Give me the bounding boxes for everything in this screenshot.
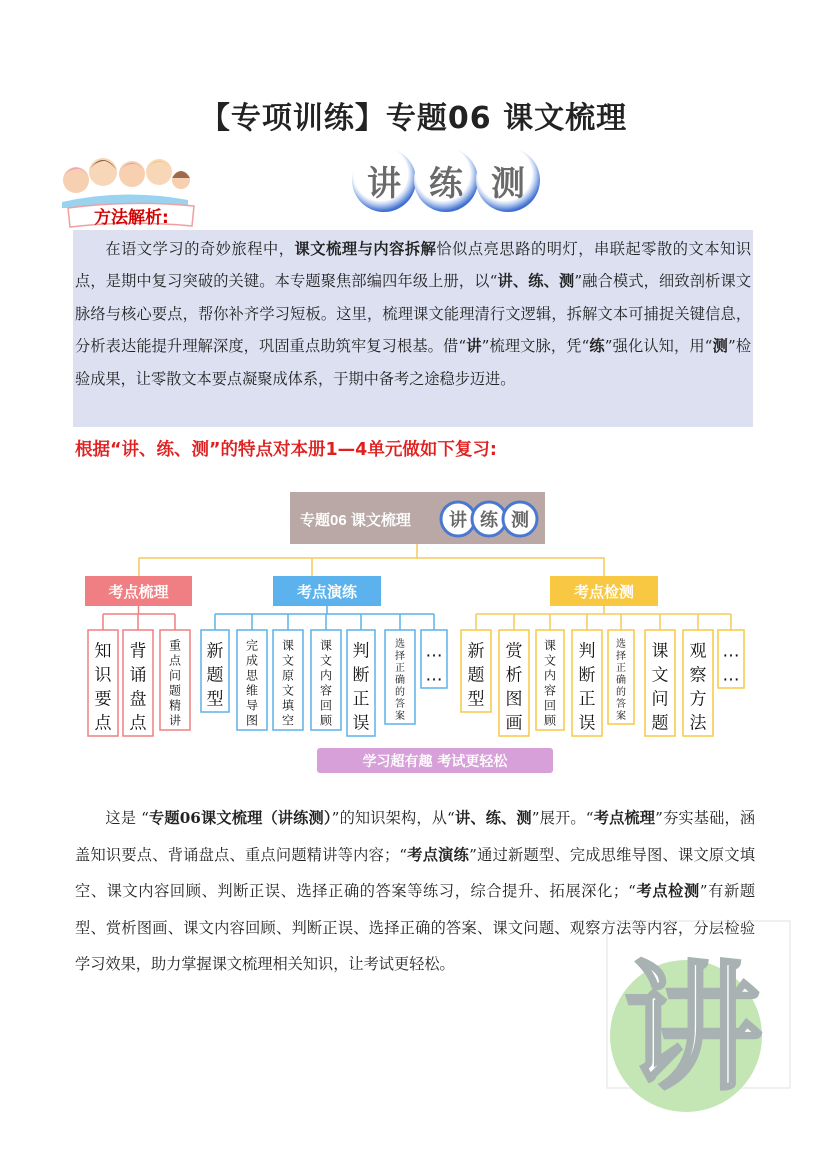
branch-item-char: 问 xyxy=(168,668,182,683)
branch-item-char: 析 xyxy=(505,665,523,686)
page-title: 【专项训练】专题06 课文梳理 xyxy=(199,101,628,136)
branch-item-char: 正 xyxy=(395,663,405,674)
intro-paragraph: 在语文学习的奇妙旅程中，课文梳理与内容拆解恰似点亮思路的明灯，串联起零散的文本知识点，是期中复习突破的关键。本专题聚焦部编四年级上册，以“讲、练、测”融合模式，细致剖析课文脉络与核心要点，帮你补齐学习短板。这里，梳理课文能理清行文逻辑，拆解文本可捕捉关键信息，分析表达能提升理解深度，巩固重点助筑牢复习根基。借“讲”梳理文脉，凭“练”强化认知，用“测”检验成果，让零散文本要点凝聚成体系，于期中备考之途稳步迈进。 xyxy=(75,240,752,388)
jiang-watermark-icon xyxy=(598,918,793,1113)
branch-item-char: … xyxy=(425,641,443,662)
branch-item-char: 内 xyxy=(319,668,333,683)
branch-item-char: 精 xyxy=(168,698,182,713)
branch-item-char: 赏 xyxy=(505,641,523,662)
branch-item-char: 正 xyxy=(352,689,370,710)
branch-item-char: 选 xyxy=(395,639,405,650)
branch-item-char: 文 xyxy=(543,653,557,668)
branch-item-char: 择 xyxy=(616,651,626,662)
badge-circle-ce: 测 xyxy=(476,148,540,212)
branch-item-char: 容 xyxy=(543,683,557,698)
branch-item-char: 案 xyxy=(395,711,405,722)
branch-item-char: 回 xyxy=(543,698,557,713)
branch-item-char: 断 xyxy=(578,665,596,686)
branch-item-char: 盘 xyxy=(129,689,147,710)
diagram-badge-ce: 测 xyxy=(511,510,529,531)
branch-item-char: 的 xyxy=(616,687,626,698)
branch-item-char: 误 xyxy=(352,713,370,734)
branch-item-char: 容 xyxy=(319,683,333,698)
branch-item-char: 识 xyxy=(94,665,112,686)
branch-item-char: 文 xyxy=(651,665,669,686)
branch-item-char: 题 xyxy=(467,665,485,686)
branch-item-char: 点 xyxy=(94,713,112,734)
branch-item-char: 答 xyxy=(395,699,405,710)
branch-item-char: 文 xyxy=(319,653,333,668)
branch-item-char: 择 xyxy=(395,651,405,662)
branch-item-char: 题 xyxy=(206,665,224,686)
branch-item-char: 文 xyxy=(281,683,295,698)
diagram-badge-jiang: 讲 xyxy=(449,510,467,531)
method-label: 方法解析: xyxy=(66,202,196,228)
branch-item-char: 图 xyxy=(245,713,259,728)
branch-item-char: 判 xyxy=(352,641,370,662)
branch-item-char: 重 xyxy=(168,638,182,653)
branch-item-char: 维 xyxy=(245,683,259,698)
branch-item-char: 空 xyxy=(281,713,295,728)
branch-item-char: 确 xyxy=(616,675,626,686)
jiang-watermark-char: 讲 xyxy=(623,948,763,1109)
branch-item-char: 新 xyxy=(467,641,485,662)
diagram-badge-lian: 练 xyxy=(480,510,498,531)
branch-item-char: 顾 xyxy=(543,713,557,728)
branch-item-char: 思 xyxy=(245,668,259,683)
branch-item-char: 选 xyxy=(616,639,626,650)
summary-paragraph: 这是 “专题06课文梳理（讲练测）”的知识架构，从“讲、练、测”展开。“考点梳理”夯实基础，涵盖知识要点、背诵盘点、重点问题精讲等内容；“考点演练”通过新题型、完成思维导图、课文原文填空、课文内容回顾、判断正误、选择正确的答案等练习，综合提升、拓展深化；“考点检测”有新题型、赏析图画、课文内容回顾、判断正误、选择正确的答案、课文问题、观察方法等内容，分层检验学习效果，助力掌握课文梳理相关知识，让考试更轻松。 xyxy=(75,809,756,973)
branch-item-char: 判 xyxy=(578,641,596,662)
branch-item-char: 的 xyxy=(395,687,405,698)
branch-item-char: 新 xyxy=(206,641,224,662)
branch-item-char: 型 xyxy=(467,689,485,710)
branch-item-char: 答 xyxy=(616,699,626,710)
branch-item-char: 课 xyxy=(281,638,295,653)
branch-item-char: … xyxy=(722,665,740,686)
branch-item-char: 题 xyxy=(168,683,182,698)
branch-item-char: 顾 xyxy=(319,713,333,728)
branch-item-char: 课 xyxy=(651,641,669,662)
jiang-lian-ce-badge xyxy=(352,148,542,216)
branch-item-char: 断 xyxy=(352,665,370,686)
badge-circle-lian: 练 xyxy=(414,148,478,212)
branch-item-char: … xyxy=(722,641,740,662)
branch-item-char: 课 xyxy=(319,638,333,653)
diagram-top-title: 专题06 课文梳理 xyxy=(300,512,411,529)
branch-item-char: 图 xyxy=(505,689,523,710)
kids-illustration xyxy=(58,150,190,208)
branch-item-char: 正 xyxy=(578,689,596,710)
branch-item-char: 型 xyxy=(206,689,224,710)
branch-label-1: 考点梳理 xyxy=(108,583,169,601)
branch-item-char: 题 xyxy=(651,713,669,734)
branch-item-char: … xyxy=(425,665,443,686)
badge-circle-jiang: 讲 xyxy=(352,148,416,212)
branch-item-char: 要 xyxy=(94,689,112,710)
branch-item-char: 知 xyxy=(94,641,112,662)
diagram-top-badge xyxy=(441,502,537,536)
branch-item-char: 确 xyxy=(395,675,405,686)
diagram-banner-text: 学习超有趣 考试更轻松 xyxy=(362,754,508,770)
branch-item-char: 成 xyxy=(245,653,259,668)
branch-item-char: 课 xyxy=(543,638,557,653)
branch-label-3: 考点检测 xyxy=(573,583,635,601)
branch-item-char: 案 xyxy=(616,711,626,722)
branch-label-2: 考点演练 xyxy=(296,583,358,601)
branch-item-char: 点 xyxy=(129,713,147,734)
branch-item-char: 问 xyxy=(651,689,669,710)
branch-item-char: 内 xyxy=(543,668,557,683)
branch-item-char: 填 xyxy=(281,698,295,713)
branch-item-char: 画 xyxy=(505,713,523,734)
branch-item-char: 观 xyxy=(689,641,707,662)
branch-item-char: 诵 xyxy=(129,665,147,686)
branch-item-char: 导 xyxy=(245,698,259,713)
branch-item-char: 误 xyxy=(578,713,596,734)
review-heading: 根据“讲、练、测”的特点对本册1—4单元做如下复习: xyxy=(75,440,497,460)
intro-block xyxy=(73,230,753,427)
branch-item-char: 原 xyxy=(281,668,295,683)
branch-item-char: 察 xyxy=(689,665,707,686)
branch-item-char: 背 xyxy=(129,641,147,662)
branch-item-char: 正 xyxy=(616,663,626,674)
branch-item-char: 文 xyxy=(281,653,295,668)
branch-item-char: 点 xyxy=(168,653,182,668)
branch-item-char: 讲 xyxy=(168,713,182,728)
branch-item-char: 回 xyxy=(319,698,333,713)
branch-item-char: 完 xyxy=(245,638,259,653)
branch-item-char: 方 xyxy=(689,689,707,710)
branch-item-char: 法 xyxy=(689,713,707,734)
structure-diagram xyxy=(85,492,750,782)
